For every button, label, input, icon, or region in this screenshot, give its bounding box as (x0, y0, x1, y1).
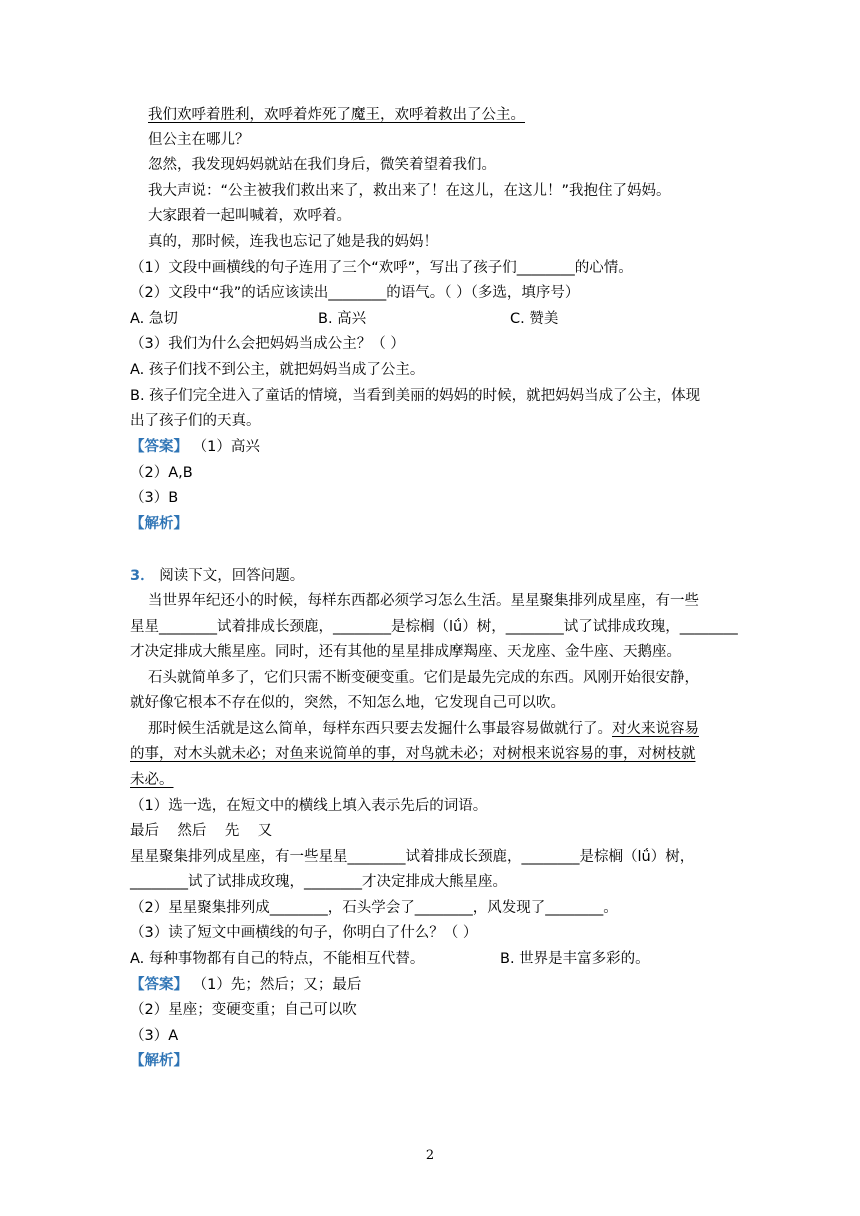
paragraph: 当世界年纪还小的时候，每样东西都必须学习怎么生活。星星聚集排列成星座，有一些 (148, 593, 699, 609)
question-1: （1）选一选，在短文中的横线上填入表示先后的词语。 (130, 798, 488, 814)
option-c: C. 赞美 (510, 311, 559, 327)
question-3: （3）我们为什么会把妈妈当成公主？（ ） (130, 336, 405, 352)
underlined-sentence: 对火来说容易 (612, 721, 699, 737)
paragraph: 石头就简单多了，它们只需不断变硬变重。它们是最先完成的东西。风刚开始很安静， (148, 670, 699, 686)
answer-line (130, 975, 730, 995)
answer-text: （1）高兴 (192, 439, 260, 455)
answer-label: 【答案】 (130, 977, 188, 993)
option-a: A. 每种事物都有自己的特点，不能相互代替。 (130, 951, 425, 967)
answer-line: （3）B (130, 490, 179, 506)
option-b: B. 孩子们完全进入了童话的情境，当看到美丽的妈妈的时候，就把妈妈当成了公主，体现 (130, 388, 701, 404)
answer-line: （2）A,B (130, 465, 193, 481)
underlined-sentence: 的事，对木头就未必；对鱼来说简单的事，对鸟就未必；对树根来说容易的事，对树枝就 (130, 746, 696, 762)
option-a: A. 孩子们找不到公主，就把妈妈当成了公主。 (130, 362, 425, 378)
paragraph: 我大声说：“公主被我们救出来了，救出来了！在这儿，在这儿！”我抱住了妈妈。 (148, 183, 671, 199)
paragraph: 真的，那时候，连我也忘记了她是我的妈妈！ (148, 234, 438, 250)
answer-line: （3）A (130, 1028, 179, 1044)
paragraph: 就好像它根本不存在似的，突然，不知怎么地，它发现自己可以吹。 (130, 695, 565, 711)
question-1: （1）文段中画横线的句子连用了三个“欢呼”，写出了孩子们________的心情。 (130, 260, 633, 276)
question-3: （3）读了短文中画横线的句子，你明白了什么？（ ） (130, 925, 478, 941)
page-number: 2 (425, 1148, 435, 1163)
fill-blank-line: ________试了试排成玫瑰，________才决定排成大熊星座。 (130, 874, 507, 890)
option-b: B. 高兴 (318, 311, 367, 327)
fill-blank-line: 星星聚集排列成星座，有一些星星________试着排成长颈鹿，________是棕榈（lǘ）树， (130, 849, 695, 865)
answer-label: 【答案】 (130, 439, 188, 455)
paragraph: 但公主在哪儿？ (148, 132, 250, 148)
sentence: 那时候生活就是这么简单，每样东西只要去发掘什么事最容易做就行了。 (148, 721, 612, 737)
answer-text: （1）先；然后；又；最后 (192, 977, 362, 993)
analysis-label: 【解析】 (130, 1053, 188, 1069)
answer-line: （2）星座；变硬变重；自己可以吹 (130, 1002, 357, 1018)
answer-line (130, 437, 730, 457)
question-2: （2）文段中“我”的话应该读出________的语气。（ ）（多选，填序号） (130, 285, 580, 301)
paragraph: 才决定排成大熊星座。同时，还有其他的星星排成摩羯座、天龙座、金牛座、天鹅座。 (130, 644, 681, 660)
paragraph (148, 719, 748, 739)
question-number: 3． (130, 568, 155, 584)
analysis-label: 【解析】 (130, 516, 188, 532)
paragraph: 星星________试着排成长颈鹿，________是棕榈（lǘ）树，________试了试排成玫瑰，________ (130, 619, 738, 635)
option-b-continued: 出了孩子们的天真。 (130, 413, 261, 429)
question-title: 阅读下文，回答问题。 (159, 568, 305, 584)
question-heading (130, 566, 730, 586)
word-choices: 最后 然后 先 又 (130, 823, 273, 839)
paragraph: 大家跟着一起叫喊着，欢呼着。 (148, 208, 351, 224)
paragraph: 忽然，我发现妈妈就站在我们身后，微笑着望着我们。 (148, 157, 496, 173)
underlined-sentence: 我们欢呼着胜利，欢呼着炸死了魔王，欢呼着救出了公主。 (148, 107, 525, 123)
question-2: （2）星星聚集排列成________，石头学会了________，风发现了________。 (130, 900, 618, 916)
underlined-sentence: 未必。 (130, 772, 174, 788)
option-b: B. 世界是丰富多彩的。 (500, 951, 650, 967)
option-a: A. 急切 (130, 311, 178, 327)
